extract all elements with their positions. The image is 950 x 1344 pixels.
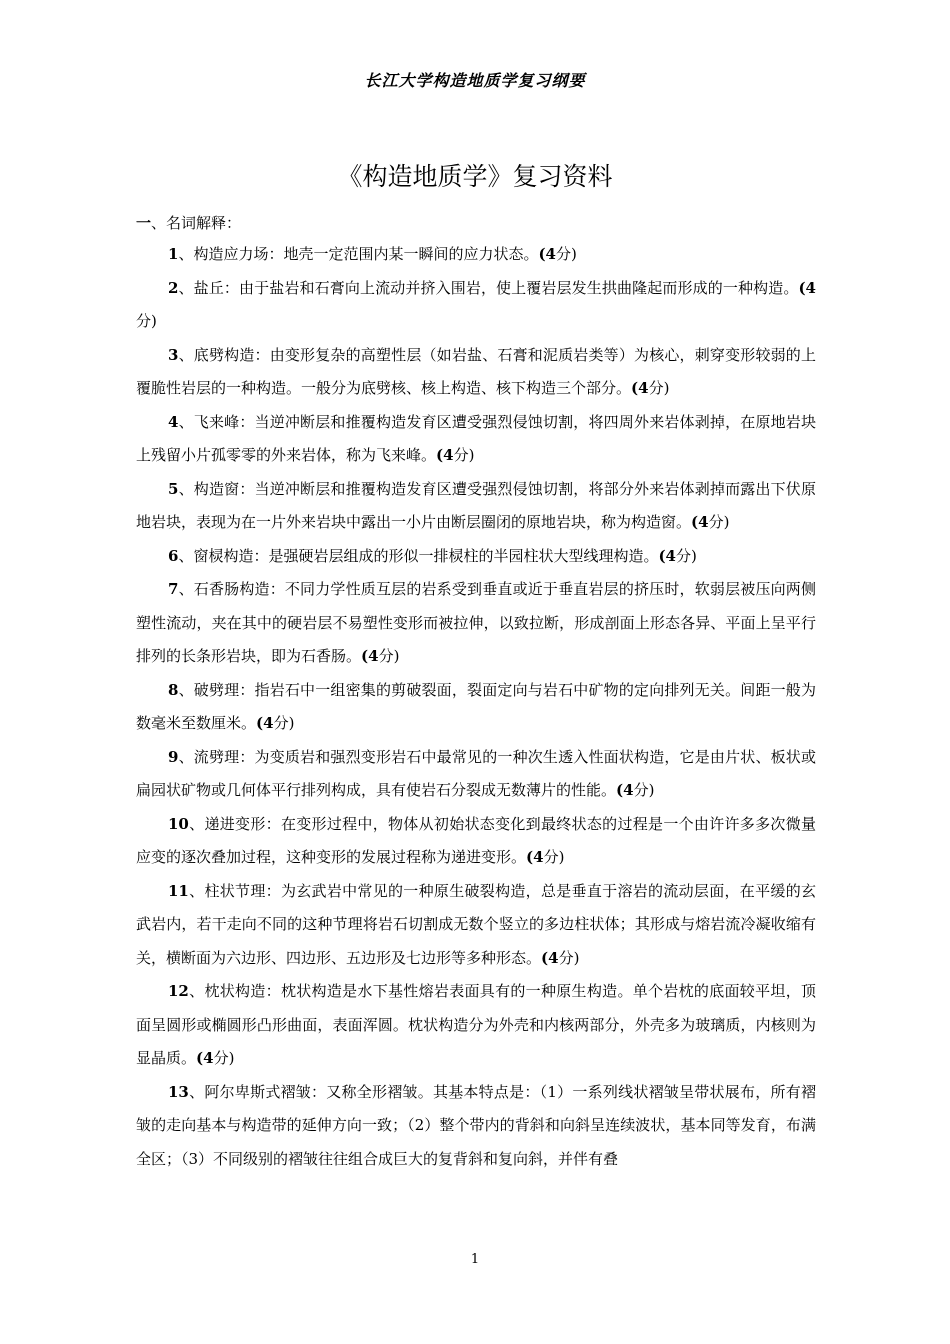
item-text: 、破劈理：指岩石中一组密集的剪破裂面，裂面定向与岩石中矿物的定向排列无关。间距一般为数毫米至数厘米。 — [136, 680, 816, 732]
item-number: 7 — [168, 580, 179, 598]
item-text: 、构造应力场：地壳一定范围内某一瞬间的应力状态。 — [178, 245, 539, 263]
item-score: (4分) — [538, 245, 577, 263]
item-number: 9 — [168, 747, 179, 766]
definition-item — [136, 808, 816, 875]
item-score: (4分) — [196, 1049, 235, 1067]
item-number: 10 — [168, 814, 189, 833]
item-number: 12 — [168, 982, 189, 1000]
item-text: 、飞来峰：当逆冲断层和推覆构造发育区遭受强烈侵蚀切割，将四周外来岩体剥掉，在原地岩块上残留小片孤零零的外来岩体，称为飞来峰。 — [136, 412, 816, 464]
item-text: 、盐丘：由于盐岩和石膏向上流动并挤入围岩，使上覆岩层发生拱曲隆起而形成的一种构造。 — [178, 278, 799, 297]
definition-item — [136, 473, 816, 540]
item-score: (4分) — [256, 714, 295, 732]
definition-list — [136, 238, 816, 1176]
item-text: 、递进变形：在变形过程中，物体从初始状态变化到最终状态的过程是一个由许许多多次微量应变的逐次叠加过程，这种变形的发展过程称为递进变形。 — [136, 814, 816, 866]
item-number: 1 — [168, 245, 179, 263]
definition-item — [136, 339, 816, 406]
definition-item — [136, 741, 816, 808]
definition-item — [136, 875, 816, 976]
item-number: 5 — [168, 479, 179, 498]
definition-item — [136, 674, 816, 741]
definition-item — [136, 406, 816, 473]
section-number: 一 — [136, 214, 152, 232]
item-number: 3 — [168, 345, 179, 364]
item-score: (4分) — [691, 513, 730, 531]
item-number: 6 — [168, 546, 179, 565]
item-text: 、流劈理：为变质岩和强烈变形岩石中最常见的一种次生透入性面状构造，它是由片状、板状或扁园状矿物或几何体平行排列构成，具有使岩石分裂成无数薄片的性能。 — [136, 747, 816, 799]
document-title: 《构造地质学》复习资料 — [337, 162, 613, 191]
definition-item — [136, 1076, 816, 1177]
item-score: (4分) — [658, 546, 697, 565]
item-score: (4分) — [436, 446, 475, 464]
item-text: 、底劈构造：由变形复杂的高塑性层（如岩盐、石膏和泥质岩类等）为核心，刺穿变形较弱的上覆脆性岩层的一种构造。一般分为底劈核、核上构造、核下构造三个部分。 — [136, 345, 816, 397]
item-score: (4分) — [616, 781, 655, 799]
running-header: 长江大学构造地质学复习纲要 — [364, 71, 586, 90]
item-score: (4分) — [361, 647, 400, 665]
section-label: 、名词解释： — [151, 214, 242, 232]
item-score: (4分) — [136, 278, 816, 330]
item-text: 、枕状构造：枕状构造是水下基性熔岩表面具有的一种原生构造。单个岩枕的底面较平坦，顶面呈圆形或椭圆形凸形曲面，表面浑圆。枕状构造分为外壳和内核两部分，外壳多为玻璃质，内核则为显晶质。 — [136, 982, 816, 1067]
item-number: 13 — [168, 1082, 189, 1101]
item-number: 8 — [168, 680, 179, 699]
item-text: 、构造窗：当逆冲断层和推覆构造发育区遭受强烈侵蚀切割，将部分外来岩体剥掉而露出下伏原地岩块，表现为在一片外来岩块中露出一小片由断层圈闭的原地岩块，称为构造窗。 — [136, 479, 816, 531]
definition-item — [136, 573, 816, 674]
item-text: 、石香肠构造：不同力学性质互层的岩系受到垂直或近于垂直岩层的挤压时，软弱层被压向两侧塑性流动，夹在其中的硬岩层不易塑性变形而被拉伸，以致拉断，形成剖面上形态各异、平面上呈平行排列的长条形岩块，即为石香肠。 — [136, 580, 816, 665]
item-score: (4分) — [631, 379, 670, 397]
item-number: 11 — [168, 881, 189, 900]
definition-item — [136, 272, 816, 339]
definition-item — [136, 238, 816, 272]
section-heading — [136, 212, 241, 233]
item-number: 4 — [168, 412, 179, 431]
item-text: 、柱状节理：为玄武岩中常见的一种原生破裂构造，总是垂直于溶岩的流动层面，在平缓的玄武岩内，若干走向不同的这种节理将岩石切割成无数个竖立的多边柱状体；其形成与熔岩流冷凝收缩有关，横断面为六边形、四边形、五边形及七边形等多种形态。 — [136, 881, 816, 967]
page-number: 1 — [470, 1252, 480, 1267]
definition-item — [136, 975, 816, 1076]
definition-item — [136, 540, 816, 574]
item-text: 、阿尔卑斯式褶皱：又称全形褶皱。其基本特点是：（1）一系列线状褶皱呈带状展布，所有褶皱的走向基本与构造带的延伸方向一致；（2）整个带内的背斜和向斜呈连续波状，基本同等发育，布满全区；（3）不同级别的褶皱往往组合成巨大的复背斜和复向斜，并伴有叠 — [136, 1082, 816, 1168]
item-score: (4分) — [526, 848, 565, 866]
item-score: (4分) — [541, 948, 580, 967]
item-text: 、窗棂构造：是强硬岩层组成的形似一排棂柱的半园柱状大型线理构造。 — [178, 546, 659, 565]
item-number: 2 — [168, 278, 179, 297]
